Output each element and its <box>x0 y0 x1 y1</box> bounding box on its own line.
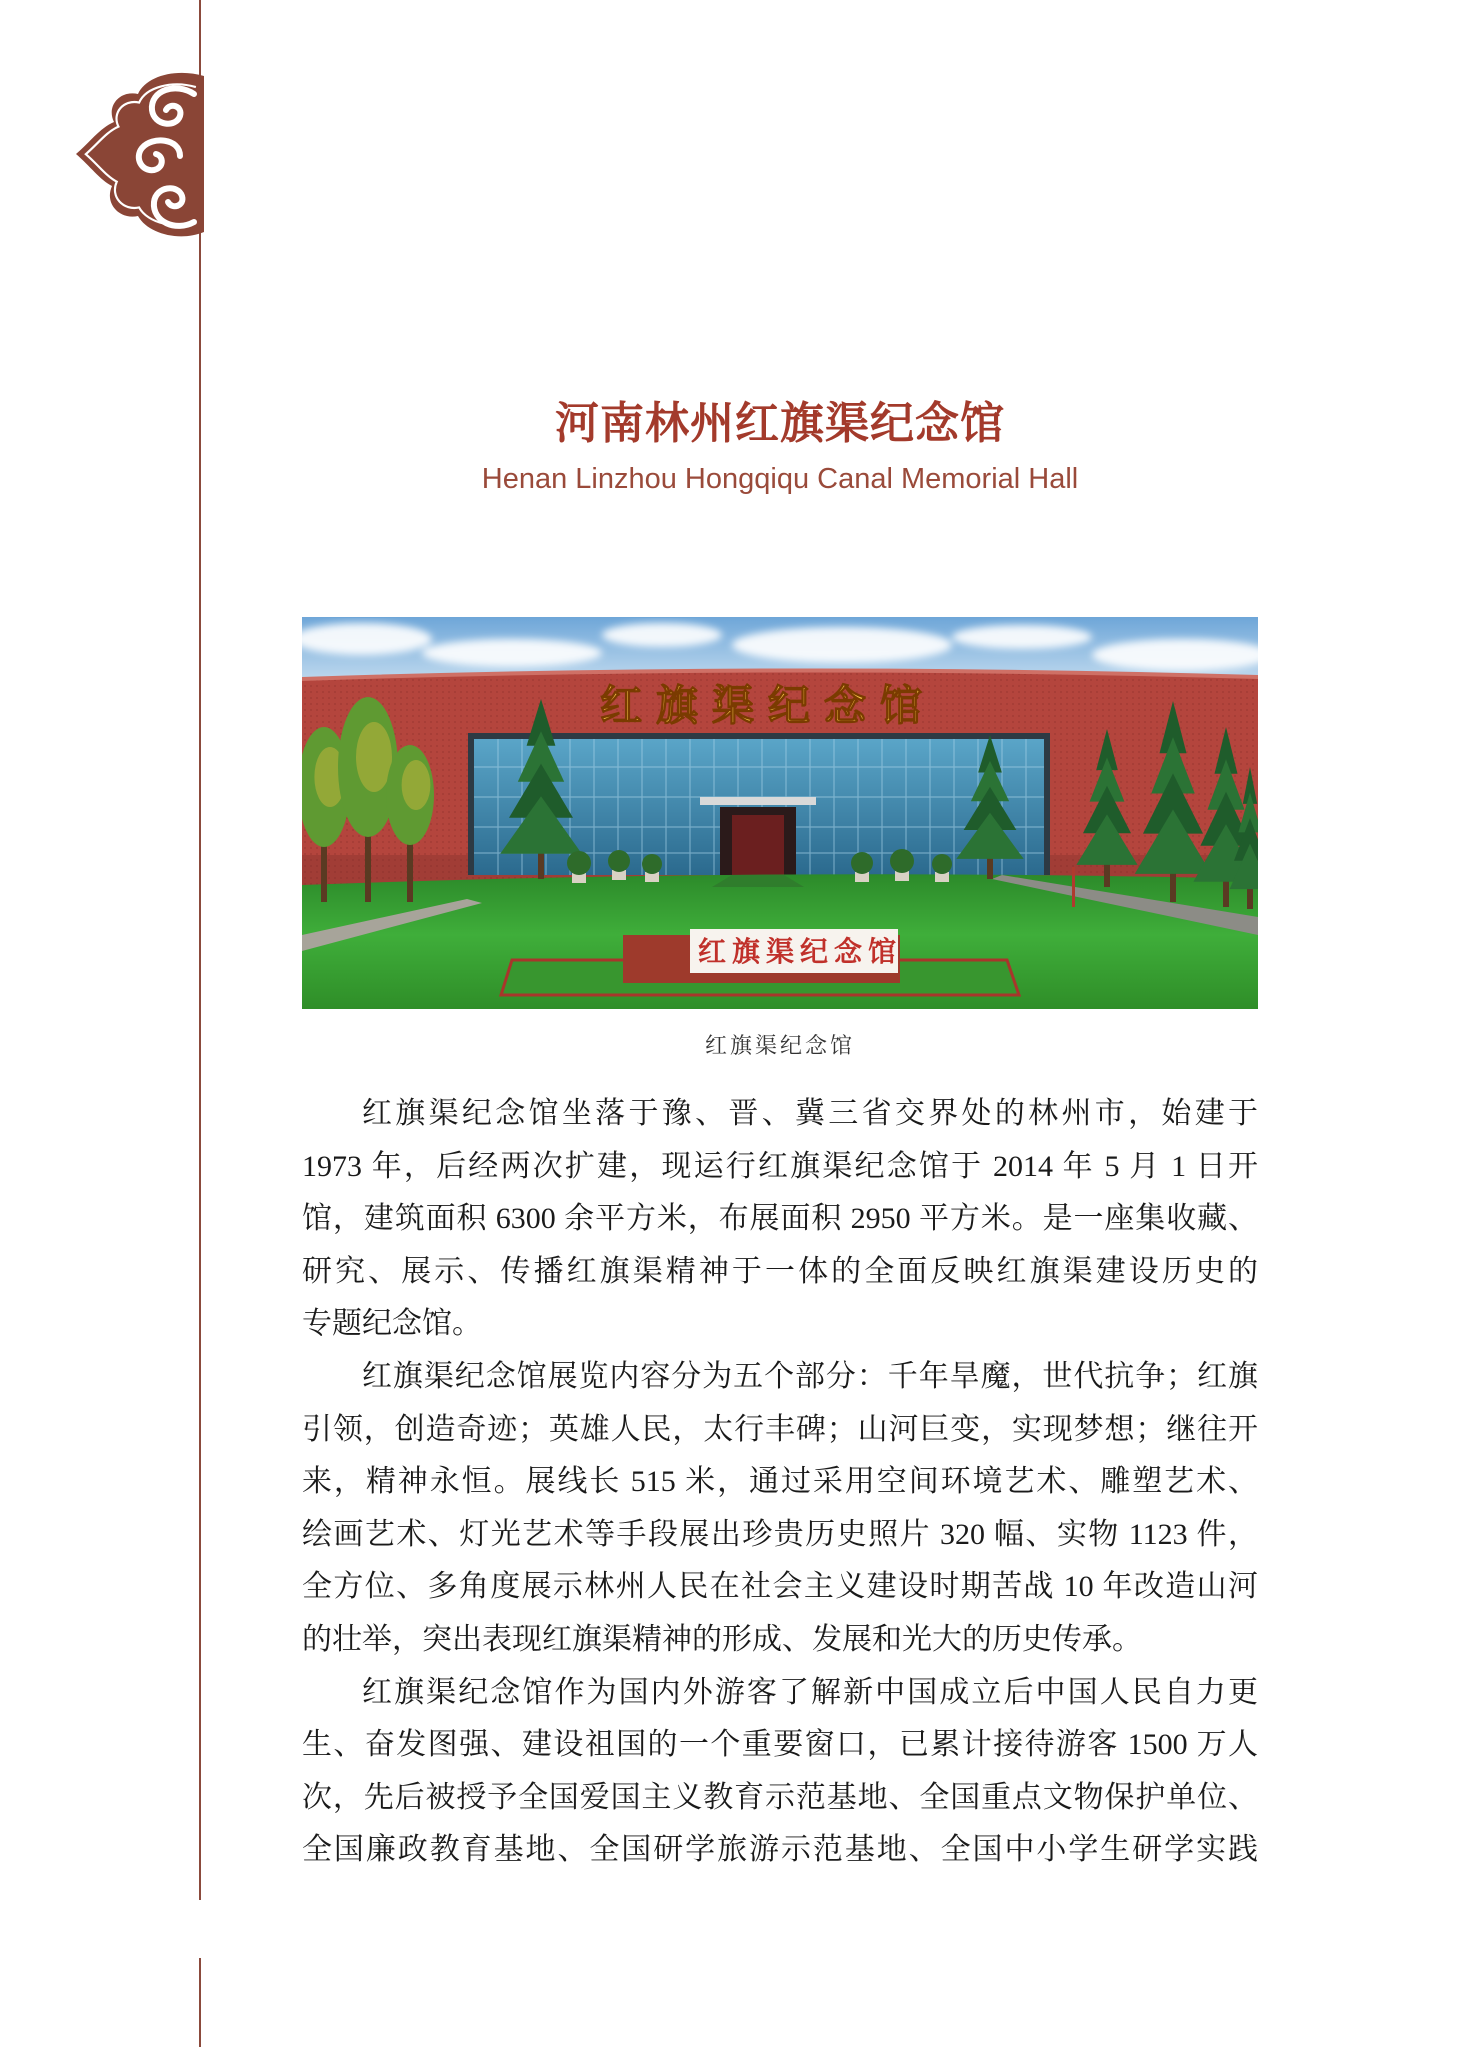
body-line: 红旗渠纪念馆作为国内外游客了解新中国成立后中国人民自力更 <box>362 1675 1258 1709</box>
body-line: 绘画艺术、灯光艺术等手段展出珍贵历史照片 320 幅、实物 1123 件， <box>302 1517 1258 1551</box>
body-line: 全国廉政教育基地、全国研学旅游示范基地、全国中小学生研学实践 <box>302 1833 1258 1867</box>
left-margin-rule-lower <box>199 1958 201 2047</box>
paragraph-1 <box>302 1088 1258 1351</box>
page-title: 河南林州红旗渠纪念馆 <box>555 399 1005 448</box>
left-margin-rule <box>199 0 201 1900</box>
body-line: 全方位、多角度展示林州人民在社会主义建设时期苦战 10 年改造山河 <box>302 1570 1258 1604</box>
building-sign: 红旗渠纪念馆 <box>600 681 937 730</box>
shrub <box>567 851 591 875</box>
shrub <box>608 850 630 872</box>
body-line: 红旗渠纪念馆展览内容分为五个部分：千年旱魔，世代抗争；红旗 <box>362 1359 1258 1393</box>
body-line: 的壮举，突出表现红旗渠精神的形成、发展和光大的历史传承。 <box>302 1622 1142 1656</box>
auspicious-cloud-icon <box>76 72 204 238</box>
leafy-tree-highlight <box>402 760 431 810</box>
paragraph-2 <box>302 1351 1258 1667</box>
shrub <box>642 854 662 874</box>
body-line: 引领，创造奇迹；英雄人民，太行丰碑；山河巨变，实现梦想；继往开 <box>302 1412 1258 1446</box>
body-line: 1973 年，后经两次扩建，现运行红旗渠纪念馆于 2014 年 5 月 1 日开 <box>302 1149 1258 1183</box>
body-line: 红旗渠纪念馆坐落于豫、晋、冀三省交界处的林州市，始建于 <box>362 1097 1258 1130</box>
front-sign-text: 红旗渠纪念馆 <box>698 935 903 968</box>
shrub <box>932 854 952 874</box>
memorial-hall-photo <box>302 617 1258 1009</box>
leafy-tree-highlight <box>356 722 392 792</box>
body-line: 生、奋发图强、建设祖国的一个重要窗口，已累计接待游客 1500 万人 <box>302 1728 1258 1762</box>
body-line: 馆，建筑面积 6300 余平方米，布展面积 2950 平方米。是一座集收藏、 <box>302 1202 1258 1236</box>
paragraph-3 <box>302 1667 1258 1877</box>
body-line: 次，先后被授予全国爱国主义教育示范基地、全国重点文物保护单位、 <box>302 1780 1258 1814</box>
body-line: 专题纪念馆。 <box>302 1307 482 1341</box>
figure-caption: 红旗渠纪念馆 <box>704 1033 855 1058</box>
shrub <box>890 849 914 873</box>
lamp-post <box>1072 867 1075 907</box>
shrub <box>851 852 873 874</box>
page-subtitle: Henan Linzhou Hongqiqu Canal Memorial Hall <box>481 463 1079 495</box>
body-line: 来，精神永恒。展线长 515 米，通过采用空间环境艺术、雕塑艺术、 <box>302 1465 1258 1499</box>
body-text <box>302 1088 1258 1877</box>
body-line: 研究、展示、传播红旗渠精神于一体的全面反映红旗渠建设历史的 <box>302 1254 1258 1288</box>
